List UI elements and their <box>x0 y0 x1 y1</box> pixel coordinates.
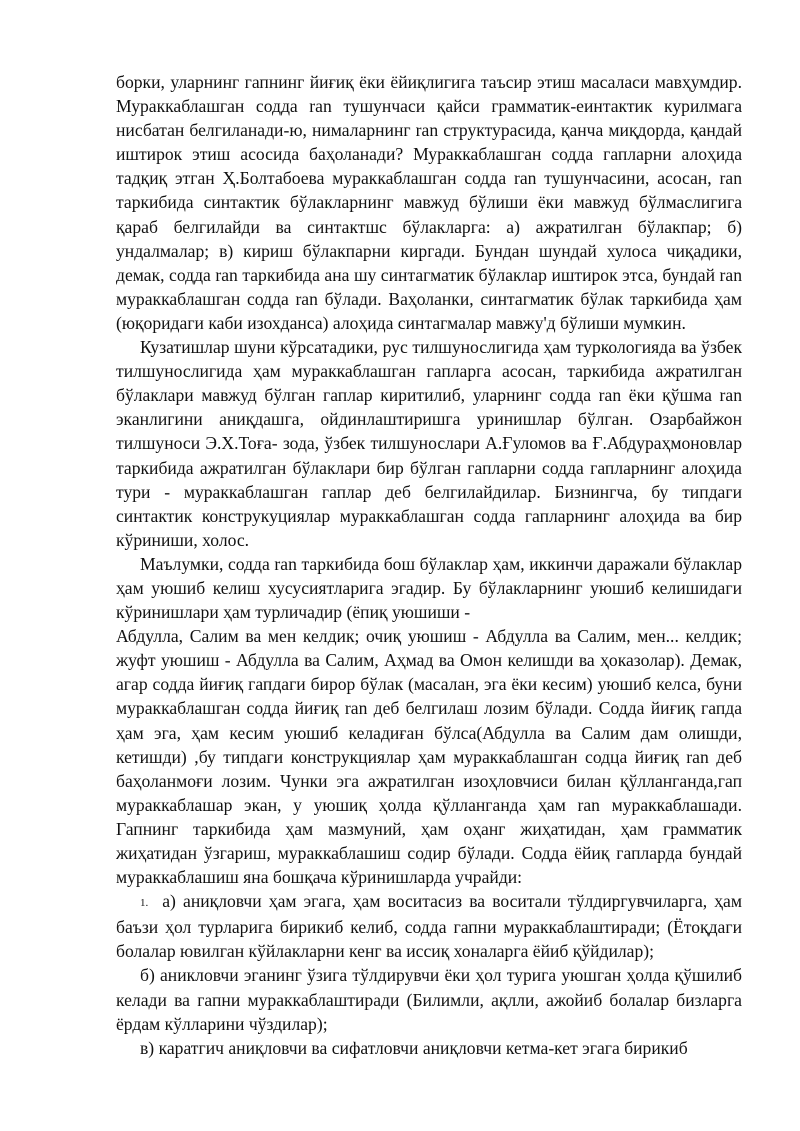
paragraph-2: Кузатишлар шуни кўрсатадики, рус тилшунослигида ҳам туркологияда ва ўзбек тилшунослигида ҳам мураккаблашган гапларга асосан, таркибида ажратилган бўлаклари мавжуд бўлган гаплар киритилиб, уларнинг содда ran ёки қўшма ran эканлигини аниқдашга, ойдинлаштиришга уринишлар бўлган. Озарбайжон тилшуноси Э.Х.Тоға- зода, ўзбек тилшунослари А.Ғуломов ва Ғ.Абдураҳмоновлар таркибида ажратилган бўлаклари бир бўлган гапларни содда гапларнинг алоҳида тури - мураккаблашган гаплар деб белгилайдилар. Бизнингча, бу типдаги синтактик конструкуциялар мураккаблашган содда гапларнинг алоҳида ва бир кўриниши, холос. <box>116 337 742 550</box>
list-item-a <box>116 889 742 963</box>
list-number: 1. <box>140 897 149 910</box>
paragraph-1: борки, уларнинг гапнинг йиғиқ ёки ёйиқлигига таъсир этиш масаласи мавҳумдир. Мураккаблашган содда ran тушунчаси қайси грамматик-еинтактик курилмага нисбатан белгиланади-ю, нималарнинг ran структурасида, қанча миқдорда, қандай иштирок этиш асосида баҳоланади? Мураккаблашган содда гапларни алоҳида тадқиқ этган Ҳ.Болтабоева мураккаблашган содда ran тушунчасини, асосан, ran таркибида синтактик бўлакларнинг мавжуд бўлиши ёки мавжуд бўлмаслигига қараб белгилайди ва синтактшс бўлакларга: а) ажратилган бўлакпар; б) ундалмалар; в) кириш бўлакпарни киргади. Бундан шундай хулоса чиқадики, демак, содда ran таркибида ана шу синтагматик бўлаклар иштирок этса, бундай ran мураккаблашган содда ran бўлади. Ваҳоланки, синтагматик бўлак таркибида ҳам (юқоридаги каби изохданса) алоҳида синтагмалар мавжу'д бўлиши мумкин. <box>116 72 742 333</box>
document-page <box>116 70 742 1060</box>
list-item-b: б) аникловчи эганинг ўзига тўлдирувчи ёки ҳол турига уюшган ҳолда қўшилиб келади ва гапни мураккаблаштиради (Билимли, ақлли, ажойиб болалар бизларга ёрдам кўлларини чўздилар); <box>116 965 742 1034</box>
paragraph-3: Маълумки, содда ran таркибида бош бўлаклар ҳам, иккинчи даражали бўлаклар ҳам уюшиб келиш хусусиятларига эгадир. Бу бўлакларнинг уюшиб келишидаги кўринишлари ҳам турличадир (ёпиқ уюшиши - <box>116 553 742 623</box>
list-item-c: в) каратгич аниқловчи ва сифатловчи аниқловчи кетма-кет эгага бирикиб <box>140 1037 688 1058</box>
list-item-a-text: а) аниқловчи ҳам эгага, ҳам воситасиз ва воситали тўлдиргувчиларга, ҳам баъзи ҳол турларига бирикиб келиб, содда гапни мураккаблаштиради; (Ётоқдаги болалар ювилган кўйлакларни кенг ва иссиқ хоналарга ёйиб қўйдилар); <box>116 891 742 962</box>
paragraph-4: Абдулла, Салим ва мен келдик; очиқ уюшиш - Абдулла ва Салим, мен... келдик; жуфт уюшиш - Абдулла ва Салим, Аҳмад ва Омон келишди ва ҳоказолар). Демак, агар содда йиғиқ гапдаги бирор бўлак (масалан, эга ёки кесим) уюшиб келса, буни мураккаблашган содда йиғиқ ran деб белгилаш лозим бўлади. Содда йиғиқ гапда ҳам эга, ҳам кесим уюшиб келадиған бўлса(Абдулла ва Салим дам олишди, кетишди) ,бу типдаги конструкциялар ҳам мураккаблашган содца йиғиқ ran деб баҳоланмоғи лозим. Чунки эга ажратилган изоҳловчиси билан қўлланганда,гап мураккаблашар экан, у уюшиқ ҳолда қўлланганда ҳам ran мураккаблашади. Гапнинг таркибида ҳам мазмуний, ҳам оҳанг жиҳатидан, ҳам грамматик жиҳатидан ўзгариш, мураккаблашиш содир бўлади. Содда ёйиқ гапларда бундай мураккаблашиш яна бошқача кўринишларда учрайди: <box>116 626 742 888</box>
